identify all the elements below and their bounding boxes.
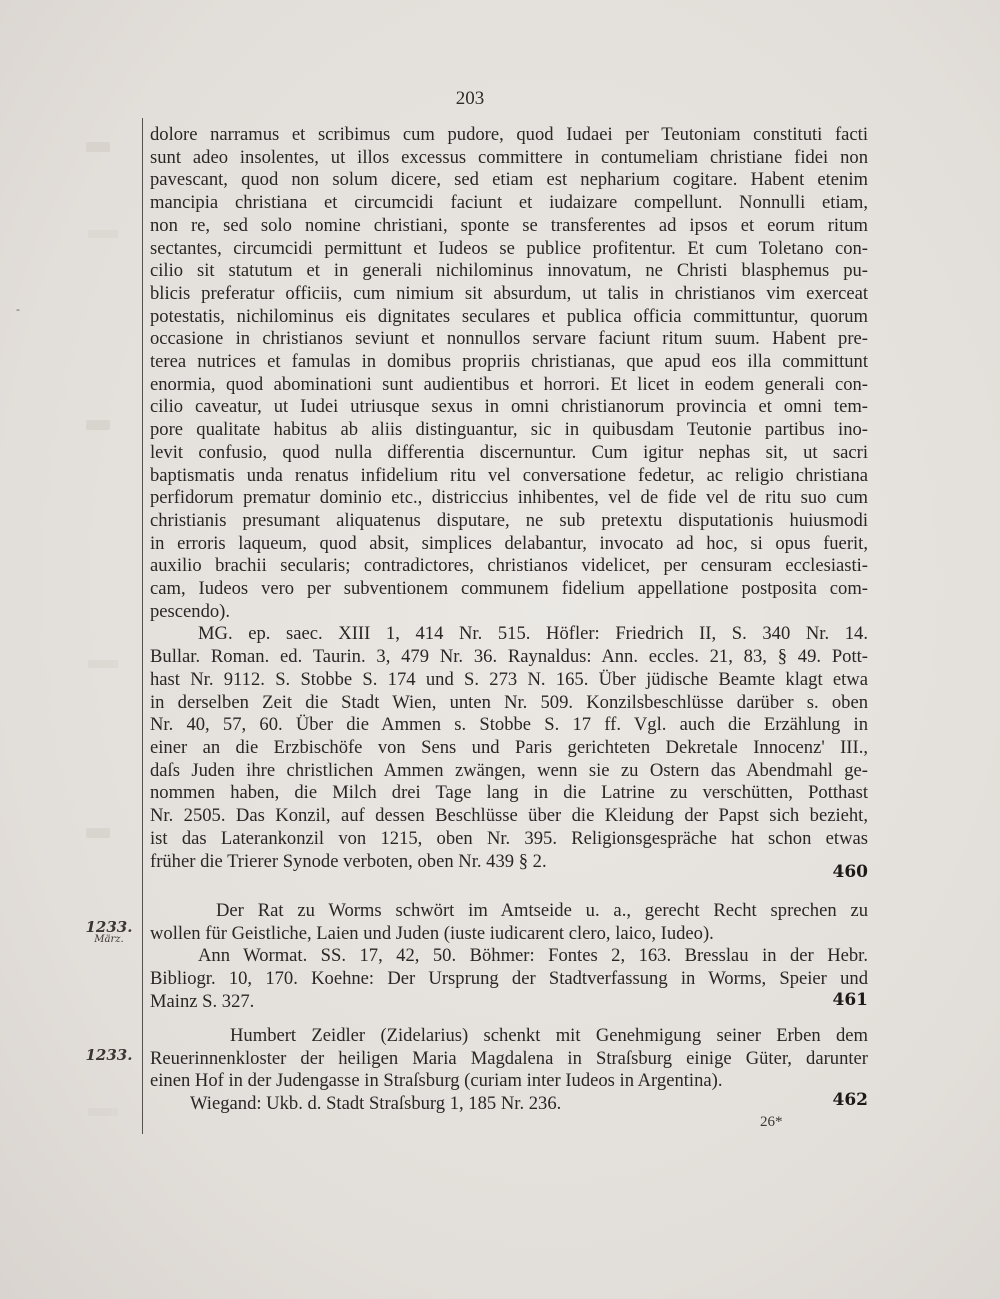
text-line: wollen für Geistliche, Laien und Juden (iuste iudicarent clero, laico, Iudeo). xyxy=(150,922,714,944)
bleed-through-mark xyxy=(88,1108,118,1116)
text-line: enormia, quod abominationi sunt audientibus et horrori. Et licet in eodem generali con- xyxy=(150,373,868,395)
bleed-through-mark xyxy=(86,142,110,152)
entry-number: 461 xyxy=(832,990,868,1010)
entry-number: 462 xyxy=(832,1090,868,1110)
citation-note xyxy=(150,945,868,1013)
note-line: daſs Juden ihre christlichen Ammen zwängen, wenn sie zu Ostern das Abendmahl ge- xyxy=(150,759,868,781)
note-line: Nr. 40, 57, 60. Über die Ammen s. Stobbe S. 17 ff. Vgl. auch die Erzählung in xyxy=(150,714,868,736)
margin-date xyxy=(84,918,134,945)
text-line: cam, Iudeos vero per subventionem communem fidelium appellatione postposita com- xyxy=(150,578,868,600)
text-line: christianis presumant aliquatenus disputare, ne sub pretextu disputationis huiusmodi xyxy=(150,509,868,531)
note-line: Bibliogr. 10, 170. Koehne: Der Ursprung der Stadtverfassung in Worms, Speier und xyxy=(150,968,868,990)
text-line: cilio sit statutum et in generali nichilominus innovatum, ne Christi blasphemus pu- xyxy=(150,260,868,282)
note-line: nommen haben, die Milch drei Tage lang in die Latrine zu verschütten, Potthast xyxy=(150,782,868,804)
entry-number: 460 xyxy=(832,862,868,882)
page-number: 203 xyxy=(455,88,485,109)
document-460 xyxy=(150,124,868,873)
note-line: Nr. 2505. Das Konzil, auf dessen Beschlüsse über die Kleidung der Papst sich bezieht, xyxy=(150,805,868,827)
note-line: Bullar. Roman. ed. Taurin. 3, 479 Nr. 36. Raynaldus: Ann. eccles. 21, 83, § 49. Pott- xyxy=(150,646,868,668)
text-line: Humbert Zeidler (Zidelarius) schenkt mit Genehmigung seiner Erben dem xyxy=(230,1025,868,1046)
document-462 xyxy=(150,1025,868,1116)
note-line: hast Nr. 9112. S. Stobbe S. 174 und S. 273 N. 165. Über jüdische Beamte klagt etwa xyxy=(150,668,868,690)
bleed-through-mark xyxy=(88,230,118,238)
text-line: dolore narramus et scribimus cum pudore, quod Iudaei per Teutoniam constituti facti xyxy=(150,124,868,145)
document-text xyxy=(150,900,868,945)
date-month: März. xyxy=(94,934,124,945)
text-line: auxilio brachii secularis; contradictores, christianos videlicet, per censuram ecclesiasti- xyxy=(150,555,868,577)
text-line: baptismatis unda renatus infidelium ritu vel conversatione fedetur, ac religio christiana xyxy=(150,464,868,486)
margin-tick-mark: ‐ xyxy=(16,302,20,316)
text-line: einen Hof in der Judengasse in Straſsburg (curiam inter Iudeos in Argentina). xyxy=(150,1070,723,1092)
note-line: früher die Trierer Synode verboten, oben Nr. 439 § 2. xyxy=(150,850,547,872)
text-line: cilio caveatur, ut Iudei utriusque sexus in omni christianorum provincia et omni tem- xyxy=(150,396,868,418)
text-line: non re, sed solo nomine christiani, sponte se transferentes ad ipsos et eorum ritum xyxy=(150,214,868,236)
citation-note xyxy=(150,623,868,873)
text-line: potestatis, nichilominus eis dignitates seculares et publica officia committuntur, quorum xyxy=(150,305,868,327)
bleed-through-mark xyxy=(86,420,110,430)
text-line: mancipia christiana et circumcidi faciunt et iudaizare compellunt. Nonnulli etiam, xyxy=(150,192,868,214)
date-year: 1233. xyxy=(85,1046,133,1064)
text-line: perfidorum prematur dominio etc., districcius inhibentes, vel de fide vel de ritu suo cum xyxy=(150,487,868,509)
bleed-through-mark xyxy=(86,828,110,838)
text-line: levit confusio, quod nulla differentia discernuntur. Cum igitur nephas sit, ut sacri xyxy=(150,441,868,463)
note-line: einer an die Erzbischöfe von Sens und Paris gerichteten Dekretale Innocenz' III., xyxy=(150,736,868,758)
document-text xyxy=(150,124,868,623)
date-year: 1233. xyxy=(85,918,133,936)
text-line: blicis preferatur officiis, cum nimium sit absurdum, ut talis in christianos vim exerceat xyxy=(150,282,868,304)
text-line: terea nutrices et famulas in domibus propriis christianas, que apud eos illa committunt xyxy=(150,351,868,373)
printer-signature: 26* xyxy=(760,1114,783,1130)
note-line: Mainz S. 327. xyxy=(150,990,255,1012)
bleed-through-mark xyxy=(88,660,118,668)
note-line: ist das Laterankonzil von 1215, oben Nr. 395. Religionsgespräche hat schon etwas xyxy=(150,827,868,849)
margin-date xyxy=(84,1046,134,1064)
document-text xyxy=(150,1025,868,1093)
text-line: in erroris laqueum, quod absit, simplices delabantur, invocato ad hoc, si opus fuerit, xyxy=(150,532,868,554)
text-line: sectantes, circumcidi permittunt et Iudeos se publice profitentur. Et cum Toletano con- xyxy=(150,237,868,259)
text-line: pore qualitate habitus ab aliis distinguantur, sic in quibusdam Teutonie partibus ino- xyxy=(150,419,868,441)
note-line: Wiegand: Ukb. d. Stadt Straſsburg 1, 185 Nr. 236. xyxy=(190,1093,562,1115)
note-line: Ann Wormat. SS. 17, 42, 50. Böhmer: Fontes 2, 163. Bresslau in der Hebr. xyxy=(198,945,868,967)
text-line: occasione in christianos seviunt et nonnullos servare faciunt ritum suum. Habent pre- xyxy=(150,328,868,350)
text-line: pavescant, quod non solum dicere, sed etiam est nepharium cogitare. Habent etenim xyxy=(150,169,868,191)
text-line: pescendo). xyxy=(150,600,231,622)
note-line: in derselben Zeit die Stadt Wien, unten Nr. 509. Konzilsbeschlüsse darüber s. oben xyxy=(150,691,868,713)
text-line: Der Rat zu Worms schwört im Amtseide u. a., gerecht Recht sprechen zu xyxy=(216,900,868,921)
margin-rule xyxy=(142,118,143,1134)
note-line: MG. ep. saec. XIII 1, 414 Nr. 515. Höfler: Friedrich II, S. 340 Nr. 14. xyxy=(198,623,868,645)
document-461 xyxy=(150,900,868,1014)
citation-note xyxy=(150,1093,868,1116)
text-line: sunt adeo insolentes, ut illos excessus committere in contumeliam christiane fidei non xyxy=(150,146,868,168)
text-line: Reuerinnenkloster der heiligen Maria Magdalena in Straſsburg einige Güter, darunter xyxy=(150,1047,868,1069)
